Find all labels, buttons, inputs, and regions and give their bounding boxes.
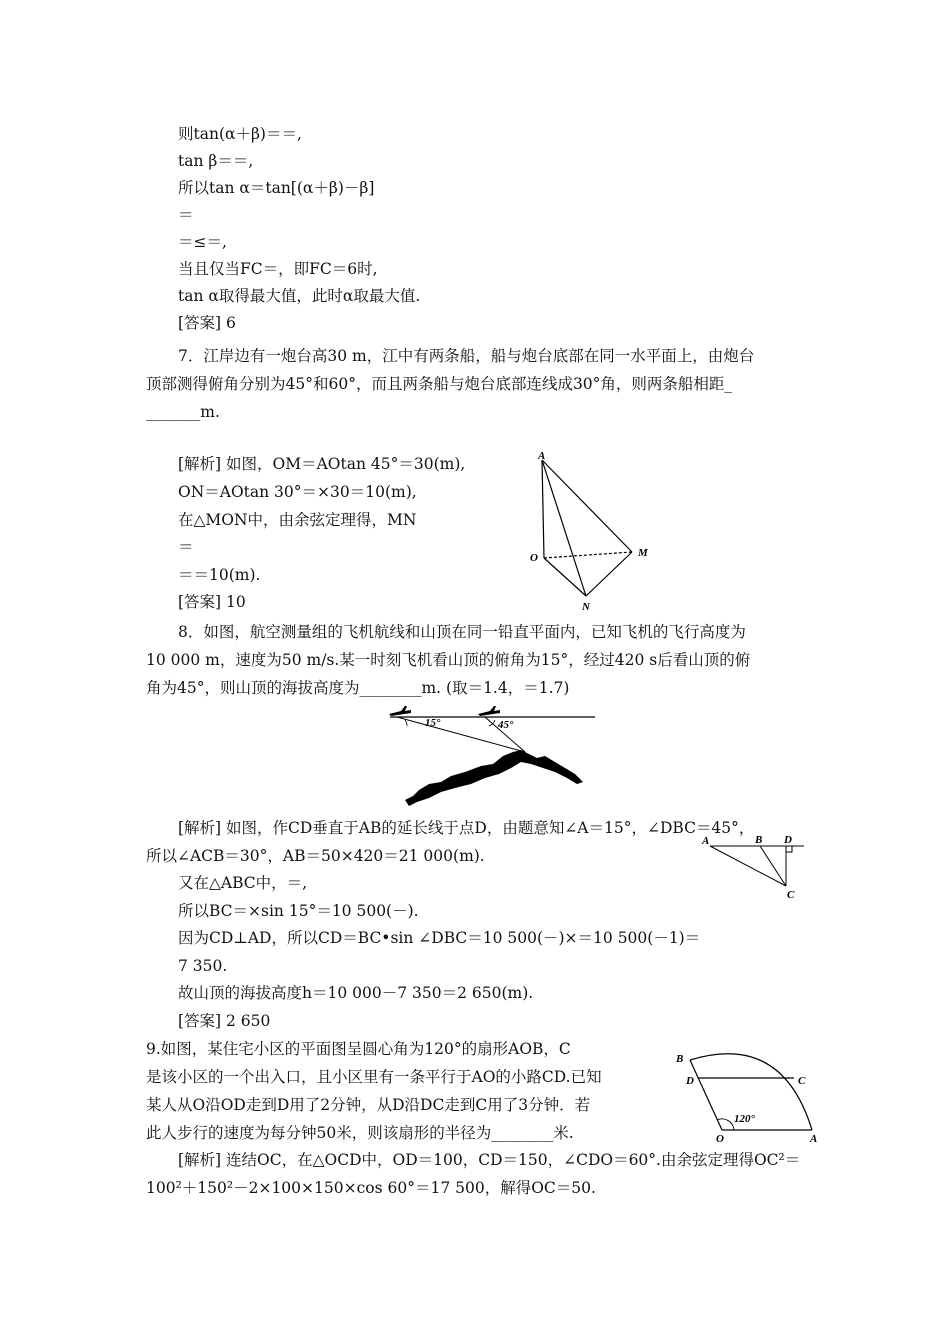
q9-line-2: 是该小区的一个出入口，且小区里有一条平行于AO的小路CD.已知: [146, 1068, 602, 1086]
q7-line-2: 顶部测得俯角分别为45°和60°，而且两条船与炮台底部连线成30°角，则两条船相距_: [146, 375, 733, 393]
tetrahedron-figure: [520, 448, 660, 613]
sol6-line-7: tan α取得最大值，此时α取最大值.: [178, 287, 421, 305]
q8-solution-3: 又在△ABC中，＝,: [178, 874, 308, 892]
q9-line-4: 此人步行的速度为每分钟50米，则该扇形的半径为________米.: [146, 1124, 574, 1142]
label-A: A: [702, 835, 710, 847]
q8-solution-1: [解析] 如图，作CD垂直于AB的延长线于点D，由题意知∠A＝15°，∠DBC＝45°，: [178, 819, 755, 837]
q9-line-1: 9.如图，某住宅小区的平面图呈圆心角为120°的扇形AOB，C: [146, 1040, 571, 1058]
q7-solution-5: ＝＝10(m).: [178, 566, 261, 584]
angle-45: 45°: [498, 719, 514, 731]
triangle-abdc-figure: [700, 830, 815, 900]
label-O: O: [716, 1133, 724, 1145]
label-A: A: [810, 1133, 818, 1145]
q8-line-1: 8．如图，航空测量组的飞机航线和山顶在同一铅直平面内，已知飞机的飞行高度为: [178, 623, 746, 641]
q7-solution-3: 在△MON中，由余弦定理得，MN: [178, 511, 417, 529]
airplane-icon: [478, 706, 500, 716]
label-D: D: [686, 1075, 694, 1087]
mountain-figure: [385, 700, 600, 810]
label-M: M: [638, 547, 648, 559]
label-O: O: [530, 552, 538, 564]
q7-solution-2: ON＝AOtan 30°＝×30＝10(m),: [178, 483, 417, 501]
q9-solution-1: [解析] 连结OC，在△OCD中，OD＝100，CD＝150，∠CDO＝60°.由余弦定理得OC²＝: [178, 1151, 801, 1169]
q8-solution-5: 因为CD⊥AD，所以CD＝BC•sin ∠DBC＝10 500(－)×＝10 500(－1)＝: [178, 929, 701, 947]
q8-line-3: 角为45°，则山顶的海拔高度为________m. (取＝1.4，＝1.7): [146, 679, 570, 697]
airplane-icon: [389, 706, 411, 716]
q7-line-1: 7．江岸边有一炮台高30 m，江中有两条船，船与炮台底部在同一水平面上，由炮台: [178, 347, 755, 365]
q8-solution-7: 故山顶的海拔高度h＝10 000－7 350＝2 650(m).: [178, 984, 534, 1002]
q8-line-2: 10 000 m，速度为50 m/s.某一时刻飞机看山顶的俯角为15°，经过420 s后看山顶的俯: [146, 651, 751, 669]
q7-line-3: _______m.: [146, 403, 220, 421]
sol6-line-6: 当且仅当FC＝，即FC＝6时,: [178, 260, 378, 278]
q7-solution-4: ＝: [178, 538, 194, 556]
label-C: C: [787, 889, 795, 900]
label-D: D: [784, 834, 792, 846]
q9-line-3: 某人从O沿OD走到D用了2分钟，从D沿DC走到C用了3分钟．若: [146, 1096, 591, 1114]
sol6-line-5: ＝≤＝,: [178, 233, 227, 251]
q8-solution-2: 所以∠ACB＝30°，AB＝50×420＝21 000(m).: [146, 847, 485, 865]
mountain-silhouette: [405, 750, 583, 806]
label-A: A: [538, 450, 546, 462]
label-B: B: [676, 1053, 684, 1065]
label-B: B: [755, 834, 763, 846]
q8-solution-6: 7 350.: [178, 957, 228, 975]
label-C: C: [798, 1075, 806, 1087]
sol6-line-4: ＝: [178, 206, 194, 224]
sol6-answer: [答案] 6: [178, 314, 236, 332]
q7-solution-1: [解析] 如图，OM＝AOtan 45°＝30(m),: [178, 455, 466, 473]
q8-solution-4: 所以BC＝×sin 15°＝10 500(－).: [178, 902, 419, 920]
q8-answer: [答案] 2 650: [178, 1012, 271, 1030]
sol6-line-3: 所以tan α＝tan[(α＋β)－β]: [178, 179, 375, 197]
q7-answer: [答案] 10: [178, 593, 246, 611]
q9-solution-2: 100²＋150²－2×100×150×cos 60°＝17 500，解得OC＝50.: [146, 1179, 596, 1197]
sector-figure: [672, 1040, 827, 1145]
angle-15: 15°: [425, 717, 441, 729]
sol6-line-2: tan β＝＝,: [178, 152, 254, 170]
angle-120: 120°: [734, 1113, 755, 1125]
sol6-line-1: 则tan(α＋β)＝＝,: [178, 125, 302, 143]
label-N: N: [582, 601, 590, 613]
